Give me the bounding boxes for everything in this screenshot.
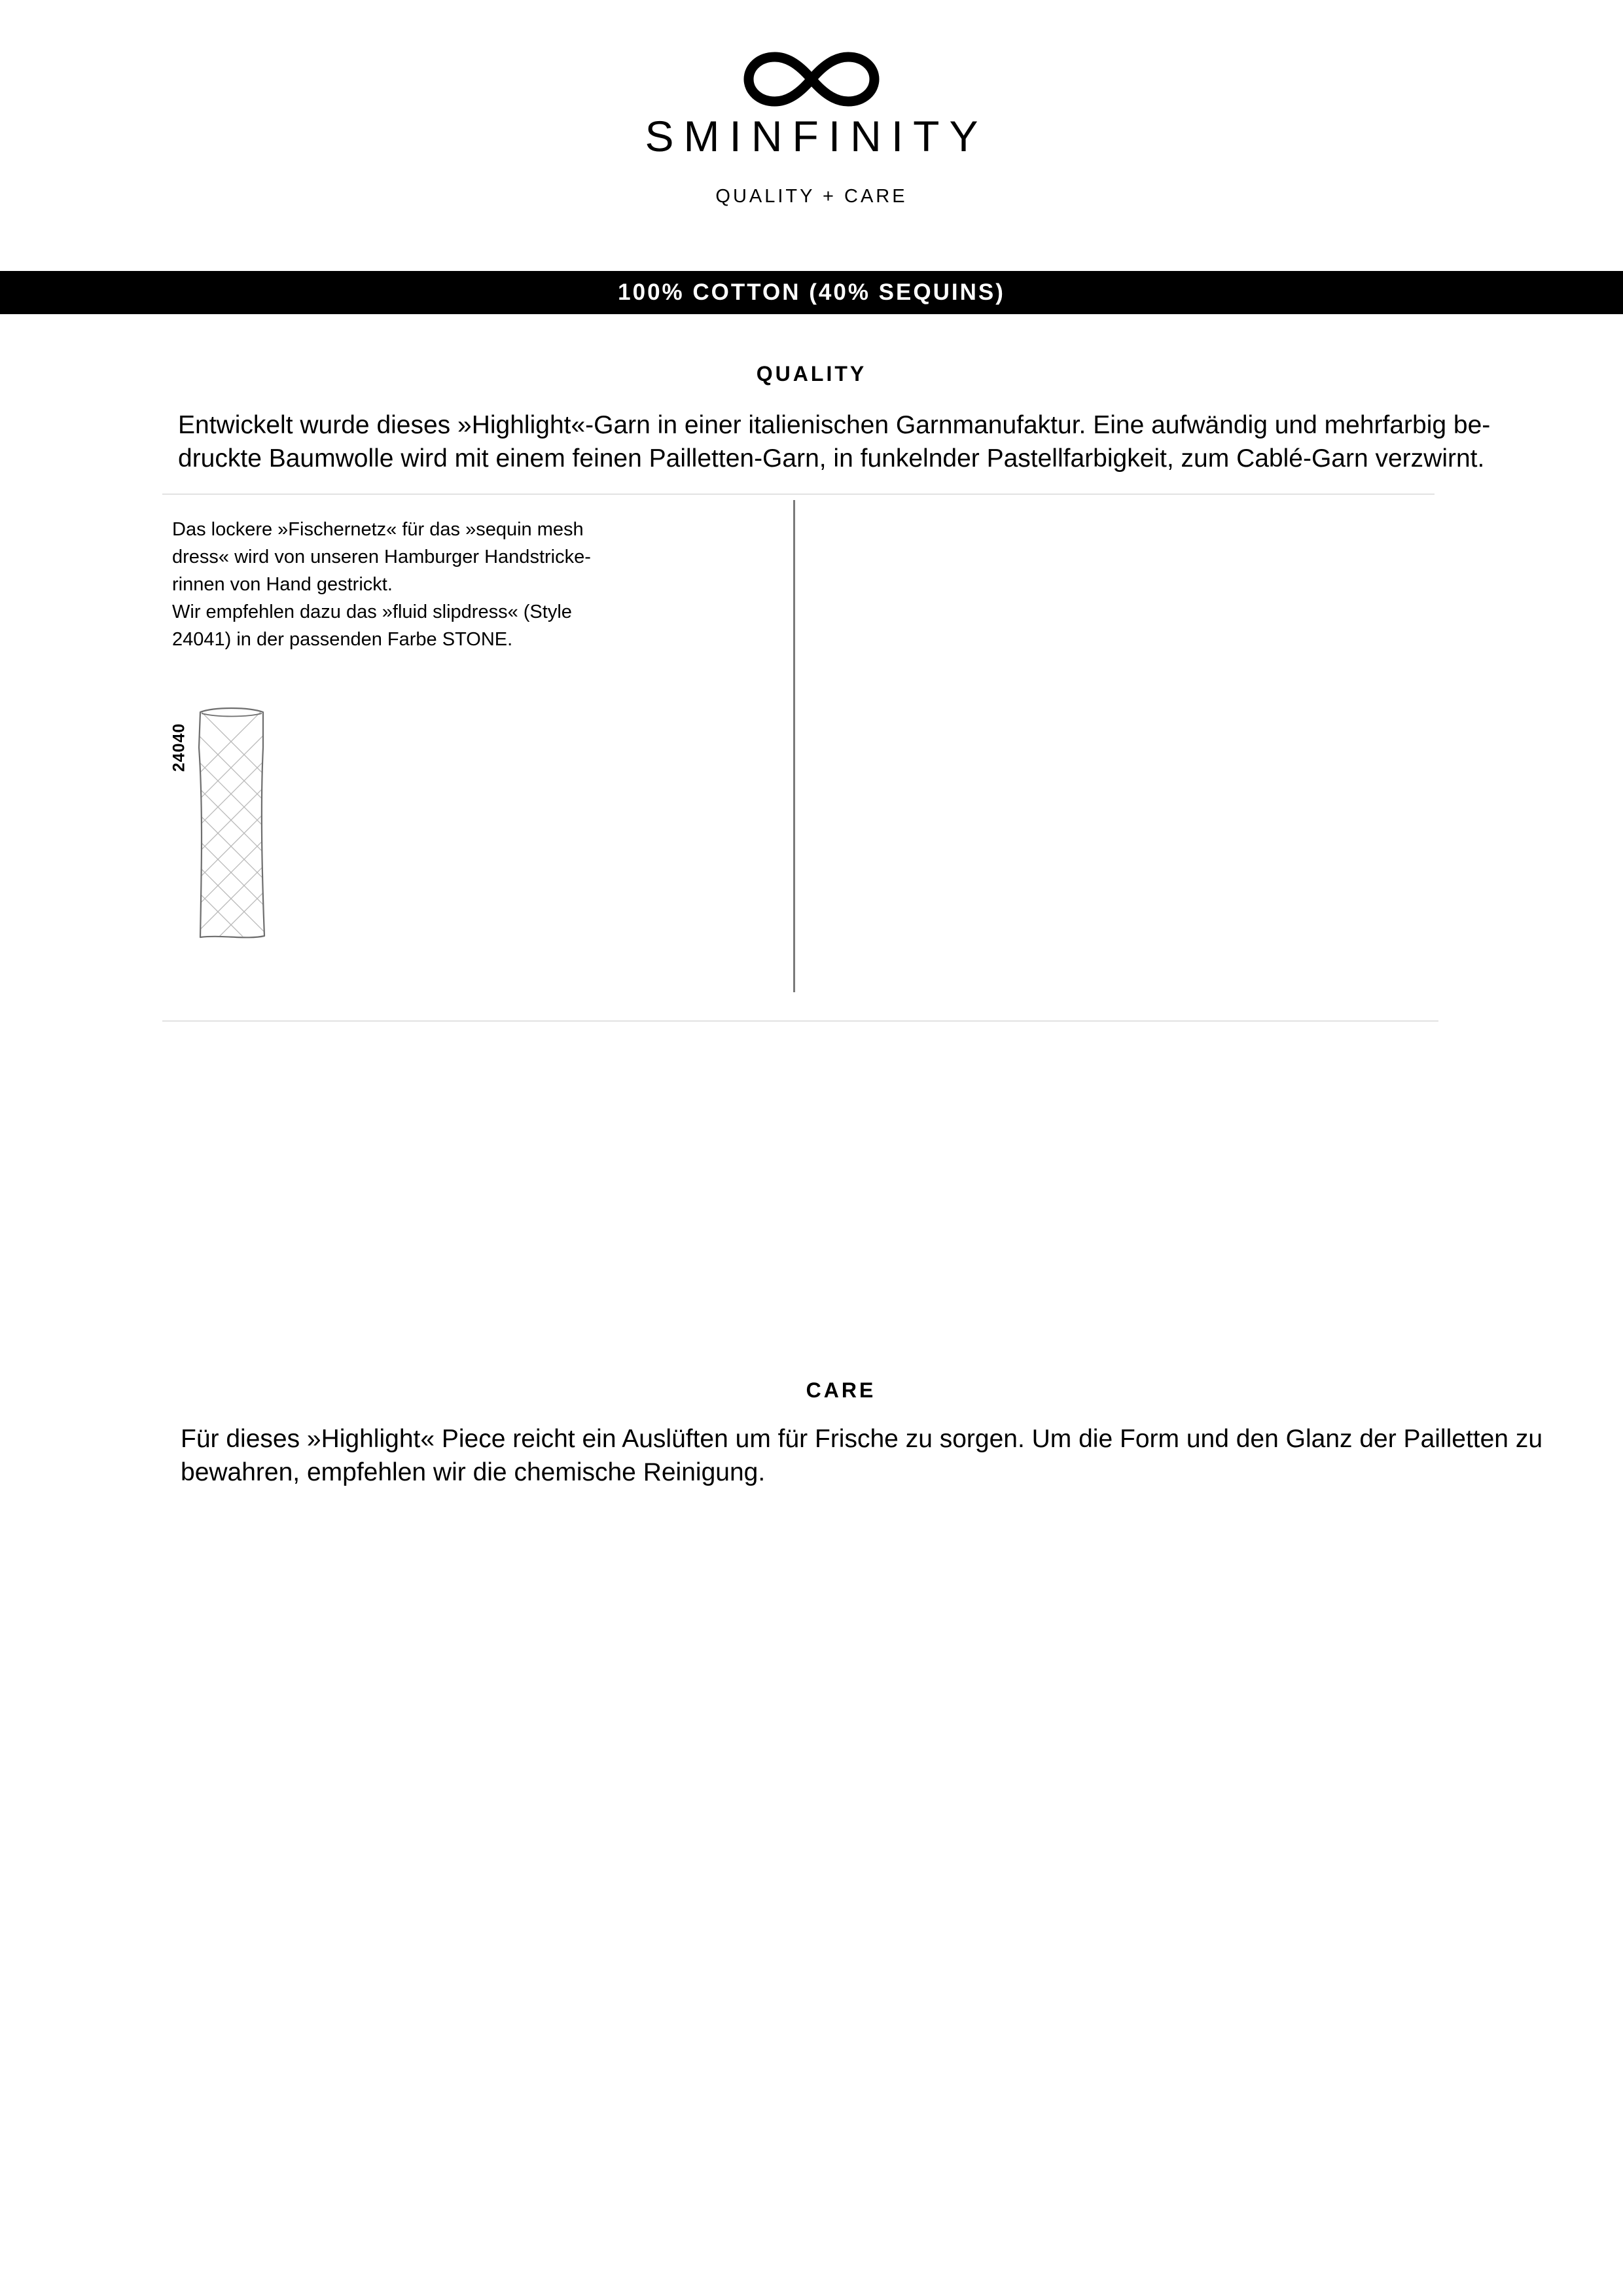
quality-heading: QUALITY xyxy=(756,362,867,386)
product-note-line: Das lockere »Fischernetz« für das »sequin mesh xyxy=(172,519,584,540)
material-banner: 100% COTTON (40% SEQUINS) xyxy=(0,271,1623,314)
product-note xyxy=(172,516,591,653)
column-divider xyxy=(793,500,795,992)
section-divider xyxy=(162,493,1435,495)
quality-text xyxy=(178,408,1490,475)
brand-name: SMINFINITY xyxy=(645,112,988,160)
care-text xyxy=(181,1422,1543,1489)
brand-subtitle: QUALITY + CARE xyxy=(715,186,908,207)
product-note-line: 24041) in der passenden Farbe STONE. xyxy=(172,629,513,650)
quality-line: druckte Baumwolle wird mit einem feinen Pailletten-Garn, in funkelnder Pastellfarbigkeit, zum Cablé-Garn verzwirnt. xyxy=(178,444,1485,473)
style-number: 24040 xyxy=(169,723,188,772)
care-heading: CARE xyxy=(806,1378,876,1402)
care-line: bewahren, empfehlen wir die chemische Reinigung. xyxy=(181,1458,766,1486)
product-note-line: rinnen von Hand gestrickt. xyxy=(172,574,393,595)
dress-sketch-icon xyxy=(195,706,268,942)
product-note-line: Wir empfehlen dazu das »fluid slipdress« (Style xyxy=(172,601,572,622)
infinity-icon xyxy=(740,49,883,109)
section-divider xyxy=(162,1020,1438,1022)
product-note-line: dress« wird von unseren Hamburger Handstricke- xyxy=(172,547,591,567)
care-line: Für dieses »Highlight« Piece reicht ein Auslüften um für Frische zu sorgen. Um die Form und den Glanz der Pailletten zu xyxy=(181,1425,1543,1453)
quality-line: Entwickelt wurde dieses »Highlight«-Garn in einer italienischen Garnmanufaktur. Eine aufwändig und mehrfarbig be- xyxy=(178,411,1491,439)
